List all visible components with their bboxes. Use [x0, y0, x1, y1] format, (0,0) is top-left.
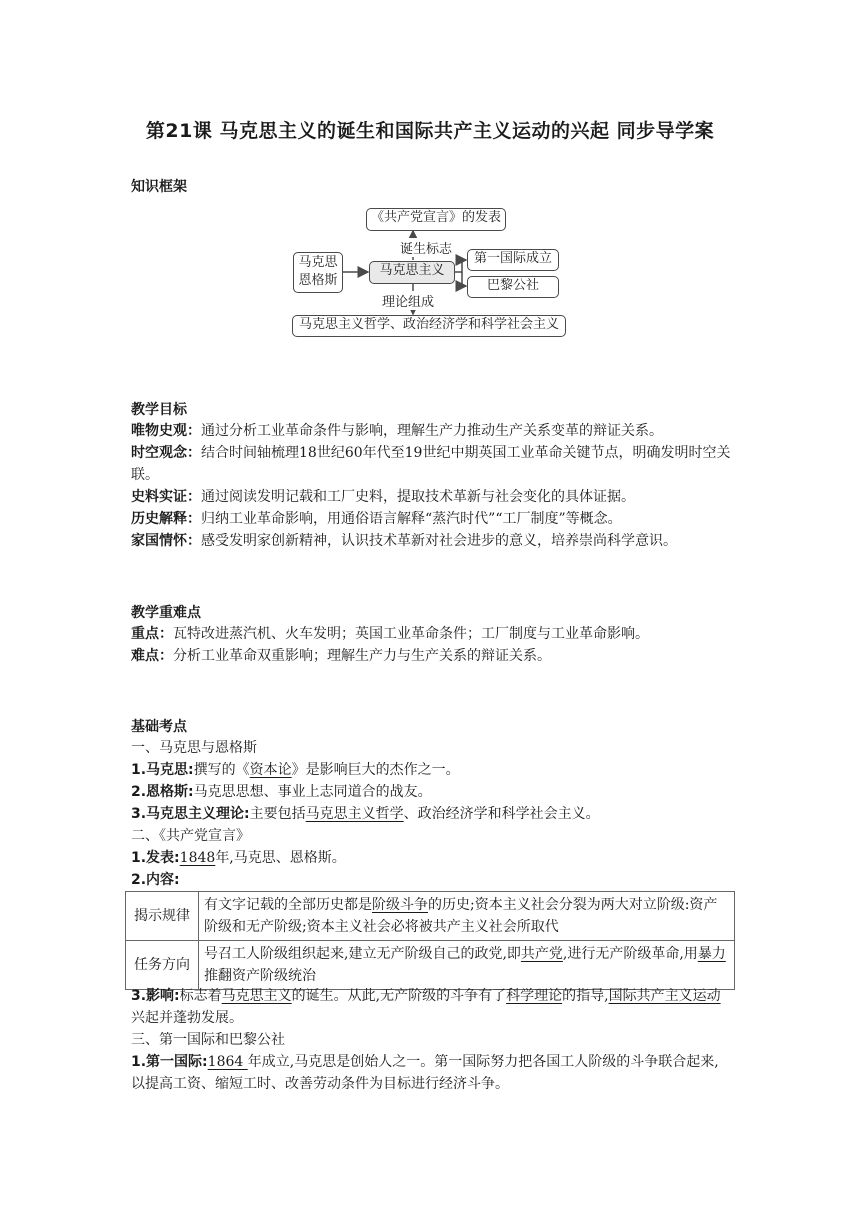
- box-marx-engels-line1: 马克思: [298, 255, 338, 270]
- item-text: 兴起并蓬勃发展。: [131, 1010, 243, 1026]
- keypoint-item: [131, 623, 731, 645]
- label-birth-sign: 诞生标志: [398, 238, 454, 257]
- goal-text: 归纳工业革命影响，用通俗语言解释“蒸汽时代”“工厂制度”等概念。: [201, 511, 622, 527]
- item-key: 3.马克思主义理论:: [131, 806, 250, 822]
- cell-text: ,进行无产阶级革命,用: [562, 946, 698, 962]
- list-item: [131, 1051, 731, 1095]
- item-text: 撰写的《: [193, 762, 250, 778]
- item-text: 年,马克思、恩格斯。: [215, 850, 346, 866]
- item-key: 2.内容:: [131, 872, 180, 888]
- list-item: [131, 869, 731, 891]
- goal-text: 结合时间轴梳理18世纪60年代至19世纪中期英国工业革命关键节点，明确发明时空关联。: [131, 445, 731, 483]
- underlined-answer: 1848: [179, 850, 216, 866]
- item-text: 的指导,: [562, 988, 609, 1004]
- goal-text: 通过分析工业革命条件与影响，理解生产力推动生产关系变革的辩证关系。: [201, 423, 663, 439]
- keypoint-key: 难点：: [131, 648, 173, 664]
- table-key: 揭示规律: [126, 892, 199, 941]
- goal-key: 家国情怀：: [131, 533, 201, 549]
- goal-key: 历史解释：: [131, 511, 201, 527]
- underlined-answer: 国际共产主义运动: [608, 988, 721, 1004]
- list-item: [131, 781, 731, 803]
- underlined-answer: 资本论: [249, 762, 292, 778]
- goals-heading: 教学目标: [131, 402, 187, 418]
- box-paris-commune: 巴黎公社: [467, 276, 559, 298]
- item-text: 年成立,马克思是创始人之一。第一国际努力把各国工人阶级的斗争联合起来,以提高工资、缩短工时、改善劳动条件为目标进行经济斗争。: [131, 1054, 719, 1092]
- box-manifesto: 《共产党宣言》的发表: [366, 208, 506, 231]
- keypoint-text: 分析工业革命双重影响；理解生产力与生产关系的辩证关系。: [173, 648, 551, 664]
- goal-item: [131, 486, 731, 508]
- cell-text: 号召工人阶级组织起来,建立无产阶级自己的政党,即: [204, 946, 521, 962]
- table-value: [199, 941, 735, 990]
- box-first-international: 第一国际成立: [467, 249, 559, 271]
- goal-item: [131, 442, 731, 486]
- goal-item: [131, 530, 731, 552]
- list-item: [131, 803, 731, 825]
- underlined-answer: 暴力: [697, 946, 726, 962]
- underlined-answer: 马克思主义哲学: [305, 806, 404, 822]
- label-theory-parts: 理论组成: [380, 291, 436, 310]
- underlined-answer: 科学理论: [506, 988, 563, 1004]
- section-title: 一、马克思与恩格斯: [131, 740, 257, 756]
- item-key: 1.发表:: [131, 850, 180, 866]
- cell-text: 的历史;资本主义社会分裂为两大对立阶级:资产阶级和无产阶级;资本主义社会必将被共产主义社会所取代: [204, 897, 718, 935]
- keypoint-text: 瓦特改进蒸汽机、火车发明；英国工业革命条件；工厂制度与工业革命影响。: [173, 626, 649, 642]
- box-marxism: 马克思主义: [369, 261, 455, 284]
- list-item: [131, 759, 731, 781]
- goal-key: 时空观念：: [131, 445, 201, 461]
- item-key: 3.影响:: [131, 988, 180, 1004]
- keypoints-heading: 教学重难点: [131, 605, 201, 621]
- keypoint-key: 重点：: [131, 626, 173, 642]
- goal-item: [131, 508, 731, 530]
- goal-key: 史料实证：: [131, 489, 201, 505]
- box-marx-engels: [293, 252, 343, 293]
- cell-text: 推翻资产阶级统治: [204, 968, 316, 984]
- goal-item: [131, 420, 731, 442]
- list-item: [131, 985, 731, 1029]
- keypoints-list: [131, 623, 731, 667]
- item-text: 标志着: [179, 988, 222, 1004]
- underlined-answer: 马克思主义: [221, 988, 292, 1004]
- underlined-answer: 阶级斗争: [372, 897, 428, 913]
- item-text: 主要包括: [249, 806, 306, 822]
- item-key: 1.第一国际:: [131, 1054, 208, 1070]
- goal-key: 唯物史观：: [131, 423, 201, 439]
- manifesto-content-table: [125, 891, 735, 990]
- page-title: 第21课 马克思主义的诞生和国际共产主义运动的兴起 同步导学案: [145, 120, 715, 142]
- item-key: 2.恩格斯:: [131, 784, 194, 800]
- section-title: 二、《共产党宣言》: [131, 828, 250, 844]
- section-title: 三、第一国际和巴黎公社: [131, 1032, 285, 1048]
- goal-text: 感受发明家创新精神，认识技术革新对社会进步的意义，培养崇尚科学意识。: [201, 533, 677, 549]
- cell-text: 有文字记载的全部历史都是: [204, 897, 372, 913]
- box-marx-engels-line2: 恩格斯: [298, 273, 338, 288]
- item-text: 、政治经济学和科学社会主义。: [403, 806, 600, 822]
- goals-list: [131, 420, 731, 552]
- box-theory-components: 马克思主义哲学、政治经济学和科学社会主义: [292, 315, 566, 337]
- table-row: [126, 941, 735, 990]
- item-text: 的诞生。从此,无产阶级的斗争有了: [291, 988, 507, 1004]
- underlined-answer: 共产党: [520, 946, 563, 962]
- underlined-answer: 1864: [207, 1054, 248, 1070]
- list-item: [131, 847, 731, 869]
- item-text: 》是影响巨大的杰作之一。: [291, 762, 460, 778]
- basics-part1: [131, 737, 731, 891]
- basics-heading: 基础考点: [131, 719, 187, 735]
- basics-part2: [131, 985, 731, 1095]
- table-row: [126, 892, 735, 941]
- table-key: 任务方向: [126, 941, 199, 990]
- item-key: 1.马克思:: [131, 762, 194, 778]
- table-value: [199, 892, 735, 941]
- item-text: 马克思思想、事业上志同道合的战友。: [193, 784, 432, 800]
- framework-heading: 知识框架: [131, 179, 187, 195]
- goal-text: 通过阅读发明记载和工厂史料，提取技术革新与社会变化的具体证据。: [201, 489, 635, 505]
- keypoint-item: [131, 645, 731, 667]
